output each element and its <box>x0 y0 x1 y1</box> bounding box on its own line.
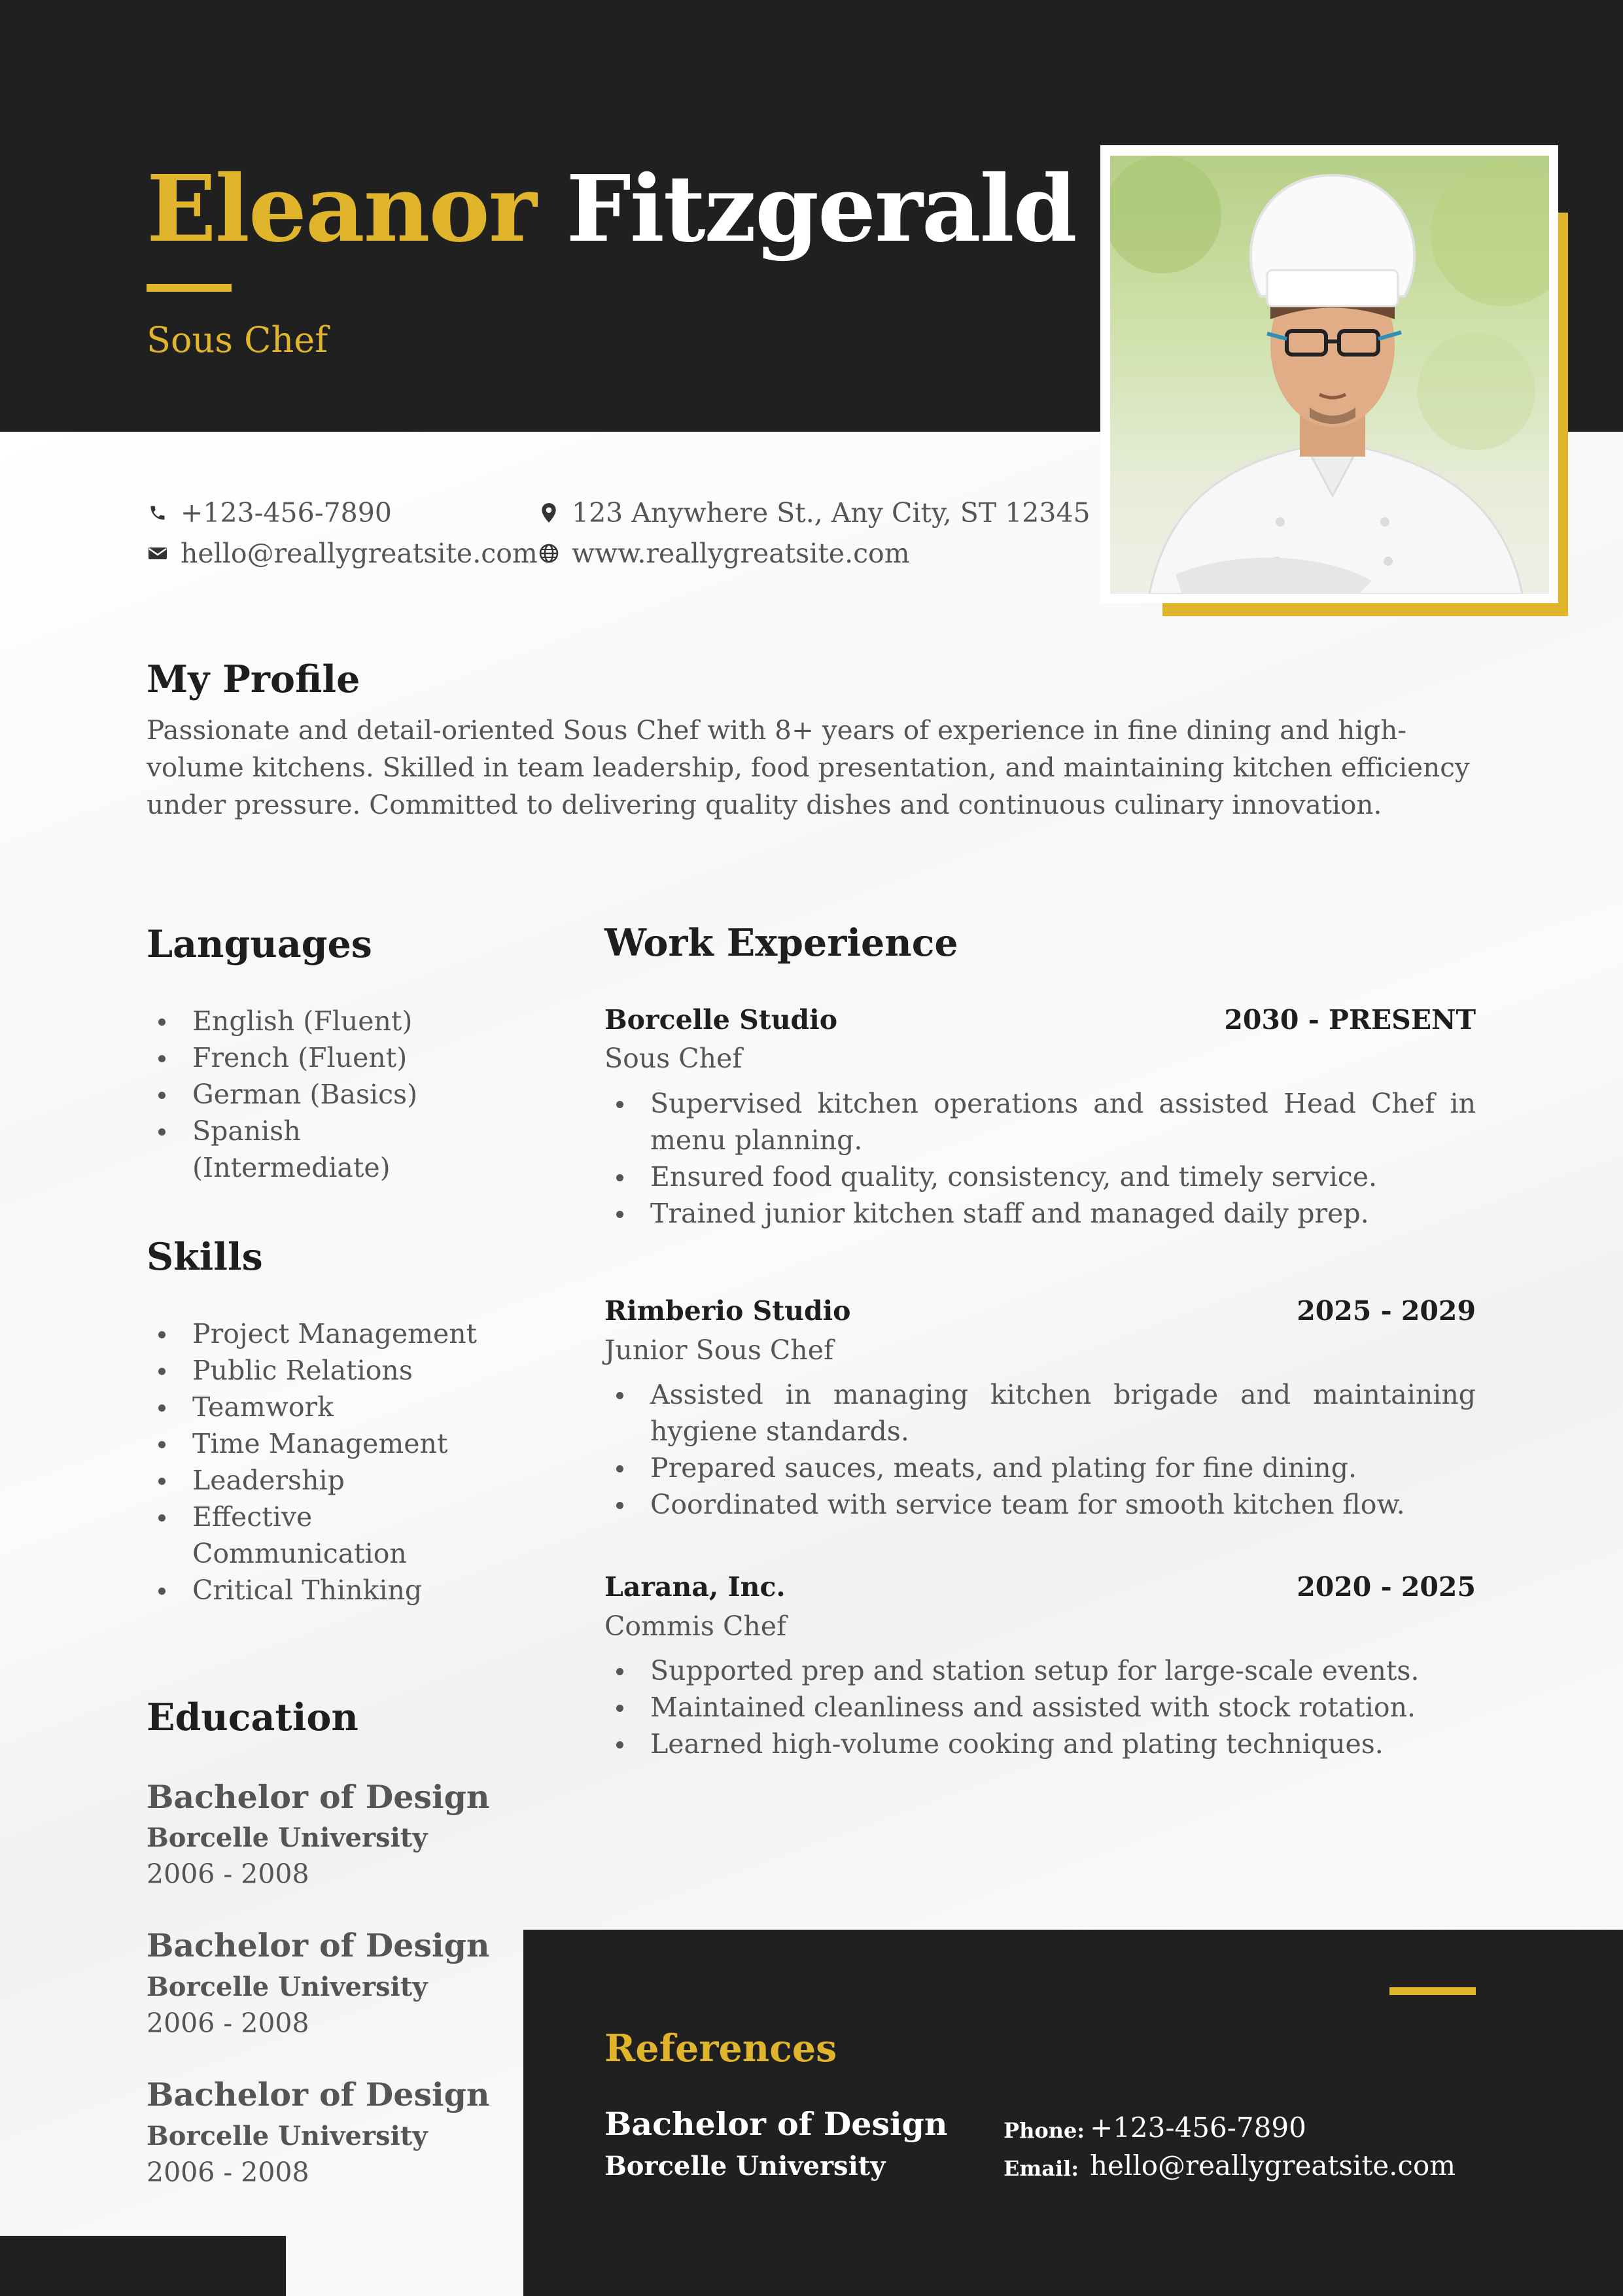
language-item: English (Fluent) <box>147 1003 487 1039</box>
first-name: Eleanor <box>147 156 536 263</box>
language-item: French (Fluent) <box>147 1039 487 1076</box>
language-item: Spanish (Intermediate) <box>147 1113 389 1186</box>
chef-portrait-illustration <box>1110 156 1549 594</box>
job-title: Sous Chef <box>147 319 328 360</box>
email-text: hello@reallygreatsite.com <box>181 538 538 569</box>
job-bullet: Coordinated with service team for smooth kitchen flow. <box>604 1486 1476 1523</box>
job-bullets <box>604 1376 1476 1523</box>
bottom-left-bar <box>0 2236 286 2296</box>
experience-heading: Work Experience <box>604 921 958 965</box>
reference-email-label: Email: <box>1003 2156 1079 2181</box>
job-bullet: Trained junior kitchen staff and managed daily prep. <box>604 1195 1476 1232</box>
skill-item: Teamwork <box>147 1389 500 1425</box>
education-years: 2006 - 2008 <box>147 2008 309 2039</box>
job-role: Commis Chef <box>604 1610 787 1642</box>
envelope-icon <box>147 542 169 565</box>
reference-organization: Borcelle University <box>604 2151 886 2182</box>
job-dates: 2025 - 2029 <box>1297 1295 1476 1327</box>
reference-name: Bachelor of Design <box>604 2105 948 2143</box>
language-item: German (Basics) <box>147 1076 487 1113</box>
reference-email: hello@reallygreatsite.com <box>1090 2149 1456 2182</box>
skill-item: Leadership <box>147 1462 500 1499</box>
references-accent-bar <box>1389 1987 1476 1995</box>
phone-text: +123-456-7890 <box>181 497 392 529</box>
profile-text: Passionate and detail-oriented Sous Chef with 8+ years of experience in fine dining and high-volume kitchens. Skilled in team leadership, food presentation, and maintaining kitchen efficiency under pressure. Committed to delivering quality dishes and continuous culinary innovation. <box>147 714 1470 820</box>
name-underline <box>147 284 232 292</box>
education-degree: Bachelor of Design <box>147 1778 490 1816</box>
contact-address <box>538 497 1091 529</box>
job-bullet: Prepared sauces, meats, and plating for fine dining. <box>604 1450 1476 1486</box>
education-heading: Education <box>147 1696 358 1739</box>
job-bullets <box>604 1085 1476 1232</box>
job-bullet: Assisted in managing kitchen brigade and maintaining hygiene standards. <box>604 1376 1476 1450</box>
job-company: Rimberio Studio <box>604 1295 851 1327</box>
skills-list <box>147 1315 500 1609</box>
contact-website <box>538 538 910 569</box>
skill-item: Effective Communication <box>147 1499 415 1572</box>
phone-icon <box>147 502 169 524</box>
profile-heading: My Profile <box>147 657 360 701</box>
education-school: Borcelle University <box>147 1972 428 2002</box>
job-bullet: Supervised kitchen operations and assisted Head Chef in menu planning. <box>604 1085 1476 1158</box>
languages-list <box>147 1003 487 1186</box>
job-dates: 2030 - PRESENT <box>1224 1004 1476 1035</box>
contact-email <box>147 538 538 569</box>
location-pin-icon <box>538 502 560 524</box>
education-degree: Bachelor of Design <box>147 1926 490 1964</box>
job-bullet: Learned high-volume cooking and plating techniques. <box>604 1726 1476 1762</box>
job-role: Sous Chef <box>604 1043 742 1074</box>
job-bullets <box>604 1652 1476 1762</box>
education-degree: Bachelor of Design <box>147 2076 490 2113</box>
skill-item: Public Relations <box>147 1352 500 1389</box>
skill-item: Critical Thinking <box>147 1572 500 1609</box>
job-bullet: Supported prep and station setup for large-scale events. <box>604 1652 1476 1689</box>
address-text: 123 Anywhere St., Any City, ST 12345 <box>572 497 1091 529</box>
job-role: Junior Sous Chef <box>604 1334 834 1366</box>
job-bullet: Ensured food quality, consistency, and timely service. <box>604 1158 1476 1195</box>
references-heading: References <box>604 2026 837 2070</box>
last-name: Fitzgerald <box>566 156 1076 263</box>
job-bullet: Maintained cleanliness and assisted with stock rotation. <box>604 1689 1476 1726</box>
reference-phone-label: Phone: <box>1003 2118 1085 2143</box>
full-name <box>147 147 1076 271</box>
website-text: www.reallygreatsite.com <box>572 538 910 569</box>
education-years: 2006 - 2008 <box>147 2157 309 2188</box>
languages-heading: Languages <box>147 922 372 966</box>
job-company: Larana, Inc. <box>604 1571 786 1603</box>
education-years: 2006 - 2008 <box>147 1858 309 1890</box>
job-company: Borcelle Studio <box>604 1004 838 1035</box>
contact-phone <box>147 497 392 529</box>
skill-item: Time Management <box>147 1425 500 1462</box>
globe-icon <box>538 542 560 565</box>
skills-heading: Skills <box>147 1235 263 1279</box>
job-dates: 2020 - 2025 <box>1297 1571 1476 1603</box>
education-school: Borcelle University <box>147 1822 428 1853</box>
profile-photo <box>1110 156 1549 594</box>
education-school: Borcelle University <box>147 2121 428 2151</box>
reference-phone: +123-456-7890 <box>1090 2112 1306 2144</box>
skill-item: Project Management <box>147 1315 500 1352</box>
